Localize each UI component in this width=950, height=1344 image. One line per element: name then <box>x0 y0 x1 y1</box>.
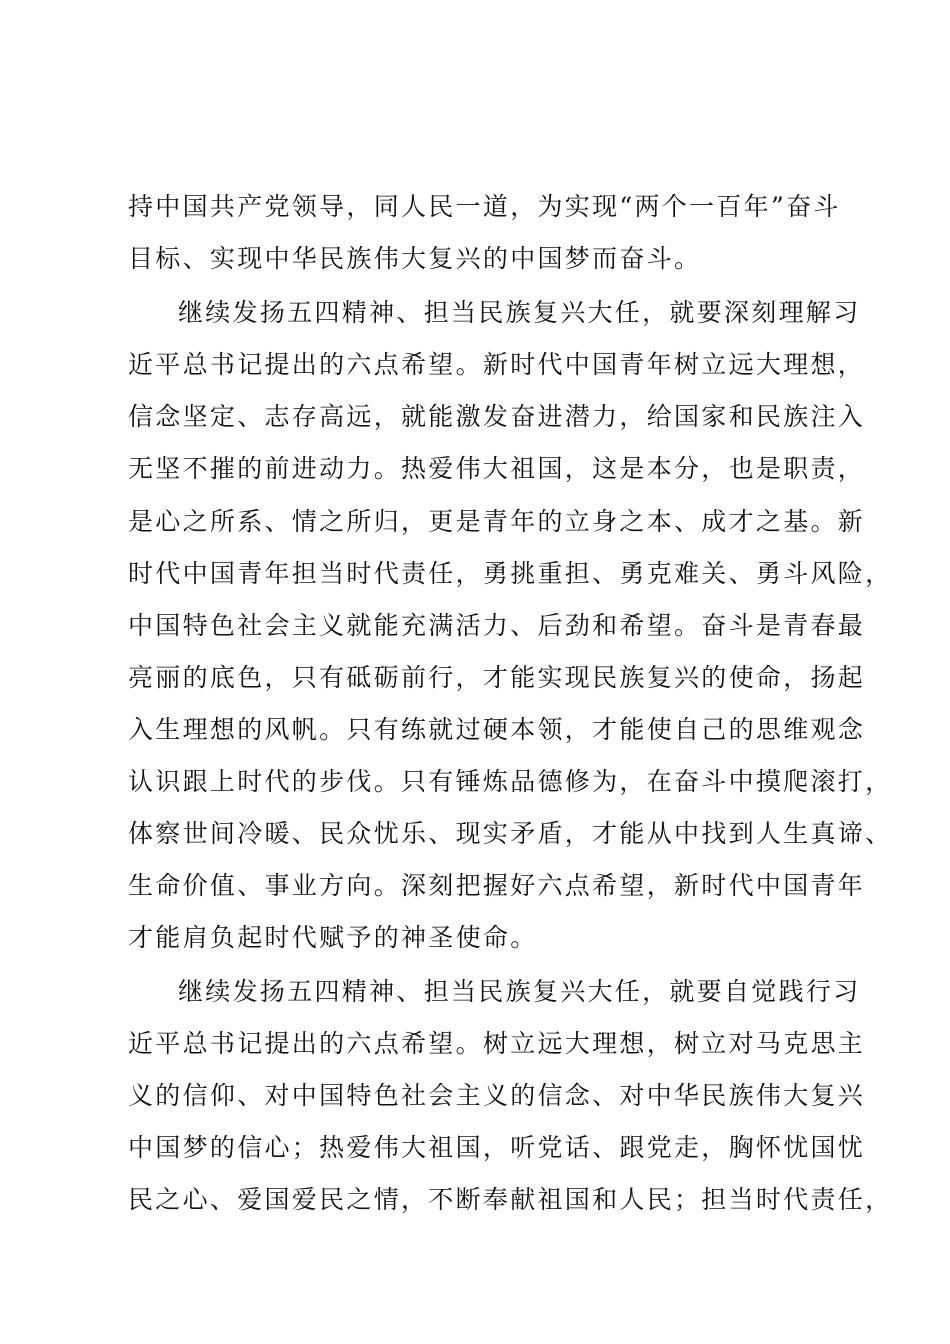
text-line: 近平总书记提出的六点希望。新时代中国青年树立远大理想， <box>128 350 866 379</box>
text-line: 持中国共产党领导，同人民一道，为实现“两个一百年”奋斗 <box>128 192 841 221</box>
text-line: 义的信仰、对中国特色社会主义的信念、对中华民族伟大复兴 <box>128 1081 866 1110</box>
paragraph-start-line: 继续发扬五四精神、担当民族复兴大任，就要自觉践行习 <box>178 977 861 1006</box>
text-line: 亮丽的底色，只有砥砺前行，才能实现民族复兴的使命，扬起 <box>128 663 866 692</box>
text-line: 才能肩负起时代赋予的神圣使命。 <box>128 923 538 952</box>
text-line: 目标、实现中华民族伟大复兴的中国梦而奋斗。 <box>128 244 702 273</box>
text-line: 近平总书记提出的六点希望。树立远大理想，树立对马克思主 <box>128 1029 866 1058</box>
text-line: 中国特色社会主义就能充满活力、后劲和希望。奋斗是青春最 <box>128 611 866 640</box>
text-line: 信念坚定、志存高远，就能激发奋进潜力，给国家和民族注入 <box>128 402 866 431</box>
text-line: 中国梦的信心；热爱伟大祖国，听党话、跟党走，胸怀忧国忧 <box>128 1133 866 1162</box>
text-line: 体察世间冷暖、民众忧乐、现实矛盾，才能从中找到人生真谛、 <box>128 819 893 848</box>
text-line: 民之心、爱国爱民之情，不断奉献祖国和人民；担当时代责任， <box>128 1185 893 1214</box>
text-line: 无坚不摧的前进动力。热爱伟大祖国，这是本分，也是职责， <box>128 454 866 483</box>
text-line: 是心之所系、情之所归，更是青年的立身之本、成才之基。新 <box>128 507 866 536</box>
text-line: 时代中国青年担当时代责任，勇挑重担、勇克难关、勇斗风险， <box>128 559 893 588</box>
text-line: 入生理想的风帆。只有练就过硬本领，才能使自己的思维观念 <box>128 715 866 744</box>
paragraph-start-line: 继续发扬五四精神、担当民族复兴大任，就要深刻理解习 <box>178 298 861 327</box>
text-line: 生命价值、事业方向。深刻把握好六点希望，新时代中国青年 <box>128 871 866 900</box>
text-line: 认识跟上时代的步伐。只有锤炼品德修为，在奋斗中摸爬滚打， <box>128 767 893 796</box>
